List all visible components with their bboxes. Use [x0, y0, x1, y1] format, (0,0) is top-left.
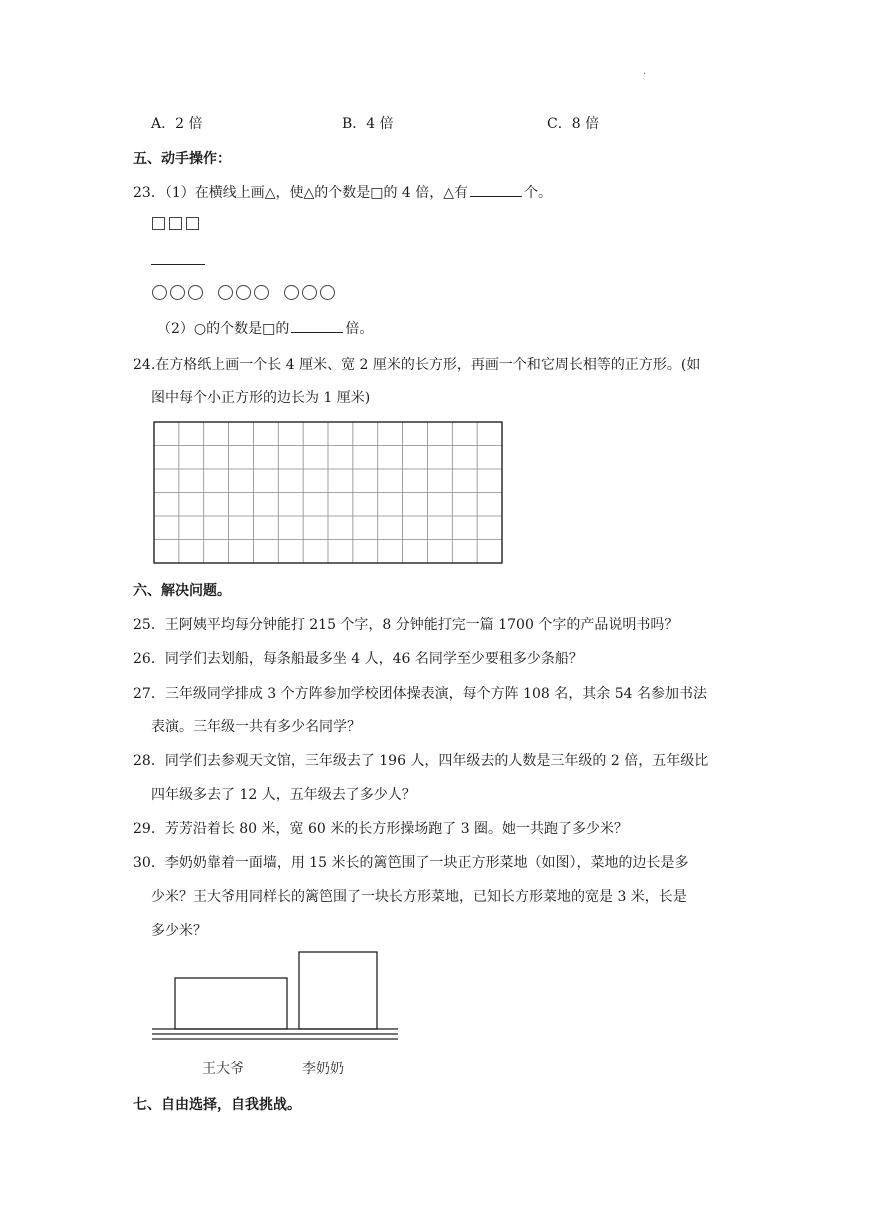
circle-group	[152, 288, 206, 304]
square-shape	[152, 217, 165, 230]
circle-shape	[170, 285, 185, 300]
q25: 25．王阿姨平均每分钟能打 215 个字，8 分钟能打完一篇 1700 个字的产品说明书吗？	[133, 617, 679, 633]
q23-part1-suffix: 个。	[524, 185, 553, 201]
q26: 26．同学们去划船，每条船最多坐 4 人，46 名同学至少要租多少条船？	[133, 651, 583, 667]
draw-answer-line[interactable]	[151, 264, 205, 265]
circle-shape	[254, 285, 269, 300]
garden-figure	[152, 946, 398, 1079]
section-7-title: 七、自由选择，自我挑战。	[133, 1097, 301, 1113]
q28-line2: 四年级多去了 12 人，五年级去了多少人？	[151, 787, 416, 803]
q24-line1: 24.在方格纸上画一个长 4 厘米、宽 2 厘米的长方形，再画一个和它周长相等的正方形。(如	[133, 357, 701, 373]
option-a: A．2 倍	[151, 116, 203, 132]
label-li: 李奶奶	[302, 1061, 344, 1077]
q23-part1	[133, 182, 552, 202]
q27-line1: 27．三年级同学排成 3 个方阵参加学校团体操表演，每个方阵 108 名，其余 54 名参加书法	[133, 686, 707, 702]
q23-part2-text: （2）○的个数是□的	[157, 321, 290, 337]
answer-blank[interactable]	[291, 318, 343, 333]
q23-part2-suffix: 倍。	[345, 321, 374, 337]
q30-line3: 多少米？	[151, 923, 207, 939]
q24-line2: 图中每个小正方形的边长为 1 厘米)	[151, 390, 371, 406]
square-garden	[299, 952, 377, 1029]
q30-line2: 少米？王大爷用同样长的篱笆围了一块长方形菜地，已知长方形菜地的宽是 3 米，长是	[151, 889, 687, 905]
circle-group	[218, 288, 272, 304]
section-5-title: 五、动手操作：	[133, 151, 231, 167]
label-wang: 王大爷	[202, 1061, 244, 1077]
circle-shape	[236, 285, 251, 300]
circle-shape	[284, 285, 299, 300]
circle-shape	[320, 285, 335, 300]
q30-line1: 30．李奶奶靠着一面墙，用 15 米长的篱笆围了一块正方形菜地（如图），菜地的边长是多	[133, 855, 689, 871]
circle-shape	[218, 285, 233, 300]
square-shape	[186, 217, 199, 230]
q27-line2: 表演。三年级一共有多少名同学？	[151, 719, 361, 735]
circle-shape	[152, 285, 167, 300]
squares-row	[152, 217, 203, 234]
page-dot: .	[643, 66, 647, 77]
q29: 29．芳芳沿着长 80 米，宽 60 米的长方形操场跑了 3 圈。她一共跑了多少米？	[133, 821, 629, 837]
circle-shape	[188, 285, 203, 300]
answer-blank[interactable]	[470, 182, 522, 197]
circle-group	[284, 288, 338, 304]
garden-diagram	[152, 946, 398, 1079]
grid-paper[interactable]	[153, 421, 503, 564]
q23-part1-text: 23．（1）在横线上画△，使△的个数是□的 4 倍，△有	[133, 185, 469, 201]
rect-garden	[175, 978, 287, 1029]
q23-part2	[157, 318, 373, 338]
square-shape	[169, 217, 182, 230]
q28-line1: 28．同学们去参观天文馆，三年级去了 196 人，四年级去的人数是三年级的 2 倍，五年级比	[133, 753, 709, 769]
circles-row	[152, 285, 350, 304]
option-c: C．8 倍	[547, 116, 600, 132]
circle-shape	[302, 285, 317, 300]
option-b: B．4 倍	[342, 116, 394, 132]
section-6-title: 六、解决问题。	[133, 583, 231, 599]
